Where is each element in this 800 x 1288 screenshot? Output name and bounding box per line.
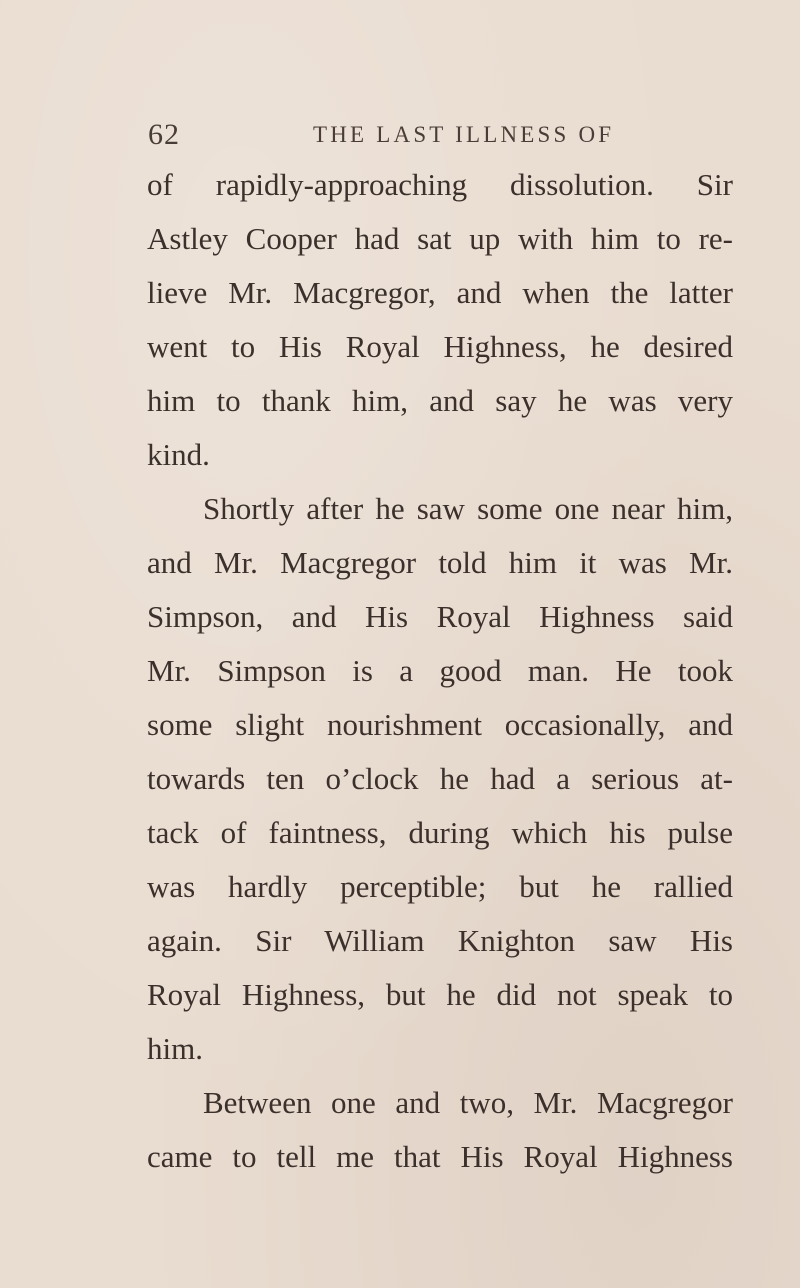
text-line: Between one and two, Mr. Macgregor <box>203 1085 733 1120</box>
body-text <box>147 158 733 1184</box>
text-line: lieve Mr. Macgregor, and when the latter <box>147 275 733 310</box>
text-line: towards ten o’clock he had a serious at- <box>147 761 733 796</box>
text-line: tack of faintness, during which his pulse <box>147 815 733 850</box>
text-line: some slight nourishment occasionally, and <box>147 707 733 742</box>
page-header <box>0 118 800 158</box>
running-head: THE LAST ILLNESS OF <box>313 122 615 147</box>
text-line: Royal Highness, but he did not speak to <box>147 977 733 1012</box>
text-line: Simpson, and His Royal Highness said <box>147 599 733 634</box>
text-line: of rapidly-approaching dissolution. Sir <box>147 167 733 202</box>
text-line: Mr. Simpson is a good man. He took <box>147 653 733 688</box>
text-line: Astley Cooper had sat up with him to re- <box>147 221 733 256</box>
text-line: was hardly perceptible; but he rallied <box>147 869 733 904</box>
text-line: him. <box>147 1031 203 1066</box>
text-line: again. Sir William Knighton saw His <box>147 923 733 958</box>
text-line: kind. <box>147 437 210 472</box>
text-line: came to tell me that His Royal Highness <box>147 1139 733 1174</box>
text-line: and Mr. Macgregor told him it was Mr. <box>147 545 733 580</box>
page-number: 62 <box>148 118 180 151</box>
text-line: went to His Royal Highness, he desired <box>147 329 733 364</box>
text-line: Shortly after he saw some one near him, <box>203 491 733 526</box>
text-line: him to thank him, and say he was very <box>147 383 733 418</box>
